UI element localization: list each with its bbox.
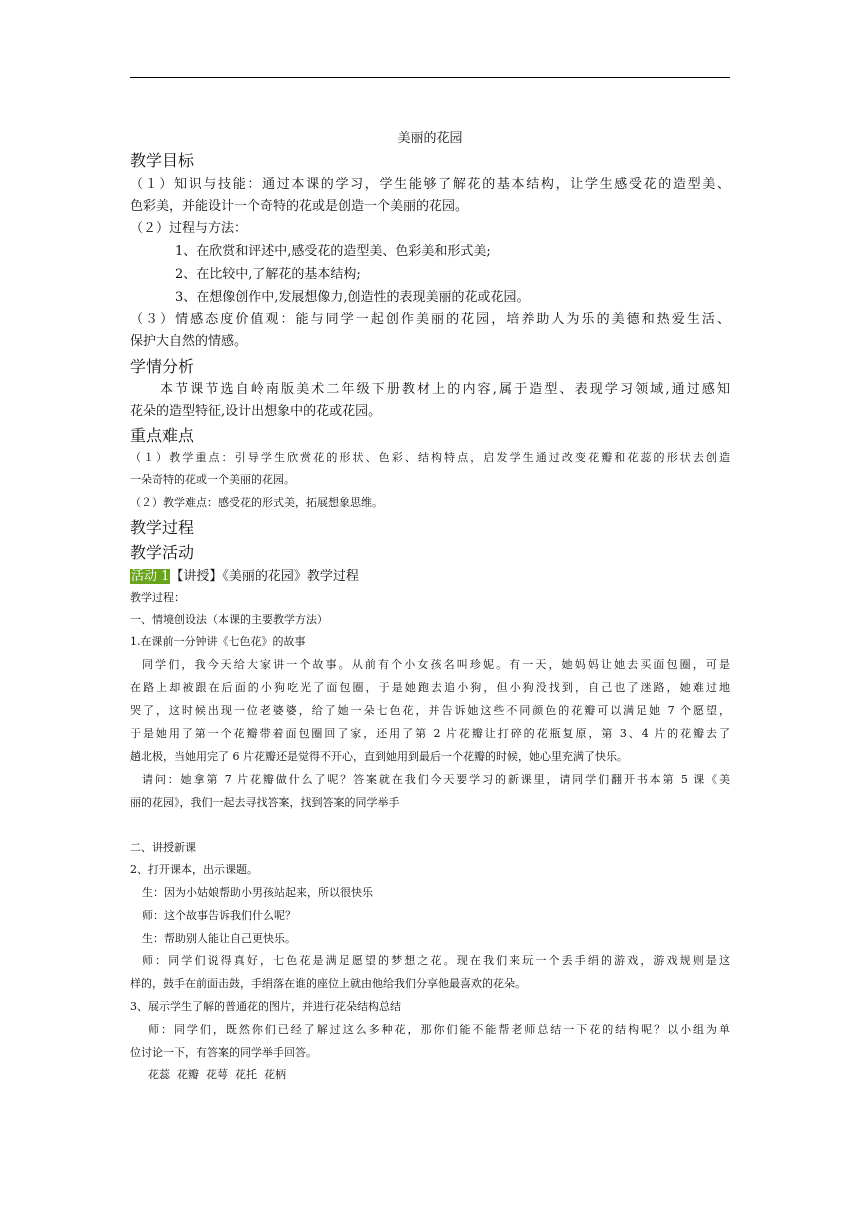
story-line-1: 同学们，我今天给大家讲一个故事。从前有个小女孩名叫珍妮。有一天，她妈妈让她去买面包圈，可是 [142, 658, 730, 671]
analysis-line1: 本节课节选自岭南版美术二年级下册教材上的内容,属于造型、表现学习领域,通过感知 [160, 382, 730, 397]
analysis-line2: 花朵的造型特征,设计出想象中的花或花园。 [130, 404, 382, 419]
section-2-heading: 二、讲授新课 [130, 841, 196, 854]
step-1-1: 1.在课前一分钟讲《七色花》的故事 [130, 635, 306, 648]
objective-process-item-2: 2、在比较中,了解花的基本结构; [175, 267, 361, 282]
story-line-4: 于是她用了第一个花瓣带着面包圈回了家，还用了第 2 片花瓣让打碎的花瓶复原，第 3、4 片的花瓣去了 [130, 727, 730, 740]
key-point-focus-line2: 一朵奇特的花或一个美丽的花园。 [130, 473, 295, 486]
story-line-2: 在路上却被跟在后面的小狗吃光了面包圈，于是她跑去追小狗，但小狗没找到，自己也了迷路，她难过地 [130, 681, 730, 694]
activity-title: 【讲授】《美丽的花园》教学过程 [170, 569, 359, 584]
story-line-3: 哭了，这时候出现一位老婆婆，给了她一朵七色花，并告诉她这些不同颜色的花瓣可以满足她 7 个愿望， [130, 704, 730, 717]
process-label: 教学过程： [130, 591, 185, 604]
section-1-heading: 一、情境创设法（本课的主要教学方法） [130, 613, 328, 626]
teacher-line-1: 师：同学们，既然你们已经了解过这么多种花，那你们能不能帮老师总结一下花的结构呢？以小组为单 [148, 1023, 730, 1036]
dialogue-4-line-1: 师：同学们说得真好，七色花是满足愿望的梦想之花。现在我们来玩一个丢手绢的游戏，游戏规则是这 [142, 954, 730, 967]
step-2-3: 3、展示学生了解的普通花的图片，并进行花朵结构总结 [130, 1000, 401, 1013]
document-title: 美丽的花园 [397, 131, 463, 146]
teacher-line-2: 位讨论一下，有答案的同学举手回答。 [130, 1046, 317, 1059]
question-line-1: 请问：她拿第 7 片花瓣做什么了呢？答案就在我们今天要学习的新课里，请同学们翻开书本第 5 课《美 [142, 773, 730, 786]
objective-process-item-3: 3、在想像创作中,发展想像力,创造性的表现美丽的花或花园。 [175, 290, 530, 305]
key-point-difficulty: （２）教学难点：感受花的形式美，拓展想象思维。 [130, 496, 383, 509]
objective-knowledge-line2: 色彩美，并能设计一个奇特的花或是创造一个美丽的花园。 [130, 199, 469, 214]
question-line-2: 丽的花园》，我们一起去寻找答案，找到答案的同学举手 [130, 796, 400, 809]
activity-1-row [130, 568, 359, 586]
flower-parts: 花蕊 花瓣 花萼 花托 花柄 [148, 1068, 286, 1081]
key-point-focus-line1: （１）教学重点：引导学生欣赏花的形状、色彩、结构特点，启发学生通过改变花瓣和花蕊的形状去创造 [130, 451, 730, 464]
dialogue-2: 师：这个故事告诉我们什么呢？ [142, 909, 296, 922]
dialogue-4-line-2: 样的，鼓手在前面击鼓，手绢落在谁的座位上就由他给我们分享他最喜欢的花朵。 [130, 977, 526, 990]
objective-attitude-line2: 保护大自然的情感。 [130, 334, 248, 349]
dialogue-1: 生：因为小姑娘帮助小男孩站起来，所以很快乐 [142, 886, 373, 899]
dialogue-3: 生：帮助别人能让自己更快乐。 [142, 932, 296, 945]
activities-heading: 教学活动 [130, 543, 195, 562]
objective-process-item-1: 1、在欣赏和评述中,感受花的造型美、色彩美和形式美; [175, 244, 491, 259]
activity-tag: 活动 1 [131, 569, 170, 584]
objective-process: （２）过程与方法： [130, 221, 248, 236]
step-2-2: 2、打开课本，出示课题。 [130, 863, 258, 876]
objective-attitude-line1: （３）情感态度价值观：能与同学一起创作美丽的花园，培养助人为乐的美德和热爱生活、 [130, 312, 730, 327]
key-points-heading: 重点难点 [130, 426, 195, 445]
objectives-heading: 教学目标 [130, 151, 195, 170]
analysis-heading: 学情分析 [130, 357, 195, 376]
objective-knowledge-line1: （１）知识与技能：通过本课的学习，学生能够了解花的基本结构，让学生感受花的造型美、 [130, 177, 730, 192]
process-heading: 教学过程 [130, 518, 195, 537]
header-rule [130, 77, 730, 78]
story-line-5: 趟北极，当她用完了 6 片花瓣还是觉得不开心，直到她用到最后一个花瓣的时候，她心里充满了快乐。 [130, 750, 628, 763]
